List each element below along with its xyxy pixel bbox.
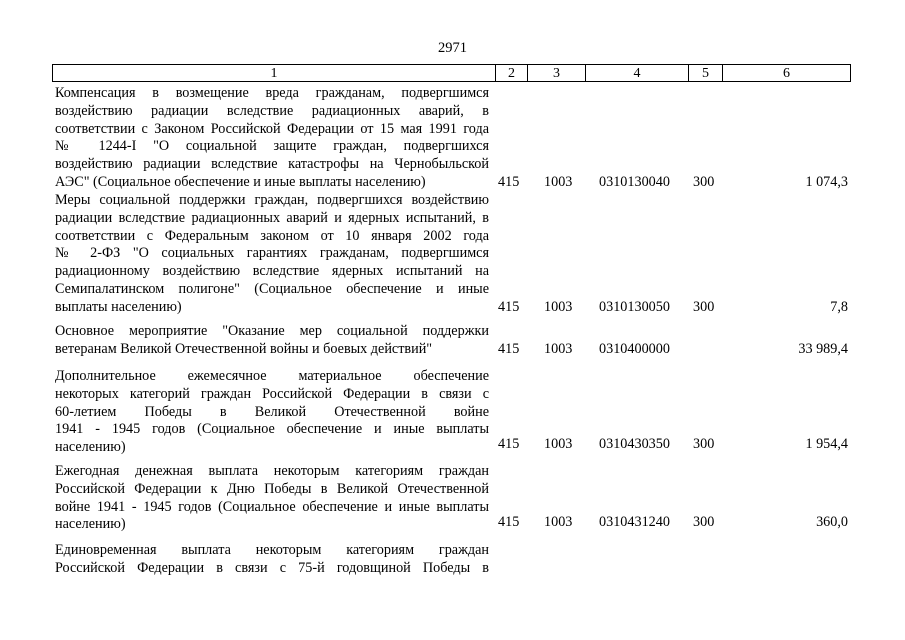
description-line: 60-летием Победы в Великой Отечественной войне xyxy=(55,403,489,420)
description-line: Компенсация в возмещение вреда гражданам, подвергшимся xyxy=(55,85,489,101)
cell-section: 1003 xyxy=(544,514,573,530)
description-line: населению) xyxy=(55,439,126,456)
cell-expense-type: 300 xyxy=(693,514,715,530)
cell-expense-type: 300 xyxy=(693,174,715,190)
cell-expense-type: 300 xyxy=(693,299,715,315)
description-line: АЭС" (Социальное обеспечение и иные выплаты населению) xyxy=(55,173,426,190)
row-description xyxy=(55,542,489,578)
cell-section: 1003 xyxy=(544,299,573,315)
description-line: Российской Федерации в связи с 75-й годовщиной Победы в xyxy=(55,559,489,576)
page-number: 2971 xyxy=(438,40,467,56)
cell-amount: 7,8 xyxy=(830,299,848,315)
description-line: 1941 - 1945 годов (Социальное обеспечение и иные выплаты xyxy=(55,421,489,438)
header-col-5: 5 xyxy=(688,64,722,82)
description-line: Семипалатинском полигоне" (Социальное обеспечение и иные xyxy=(55,280,489,297)
description-line: Дополнительное ежемесячное материальное обеспечение xyxy=(55,368,489,384)
cell-chapter: 415 xyxy=(498,514,520,530)
description-line: соответствии с Федеральным законом от 10 января 2002 года xyxy=(55,227,489,244)
cell-chapter: 415 xyxy=(498,299,520,315)
row-description xyxy=(55,463,489,534)
row-description xyxy=(55,368,489,457)
row-description xyxy=(55,192,489,317)
cell-amount: 1 954,4 xyxy=(805,436,848,452)
description-line: воздействию радиации вследствие катастрофы на Чернобыльской xyxy=(55,156,489,173)
description-line: Российской Федерации к Дню Победы в Великой Отечественной xyxy=(55,480,489,497)
row-description xyxy=(55,85,489,192)
cell-amount: 360,0 xyxy=(816,514,848,530)
header-col-1: 1 xyxy=(52,64,495,82)
description-line: войне 1941 - 1945 годов (Социальное обеспечение и иные выплаты xyxy=(55,498,489,515)
description-line: населению) xyxy=(55,516,126,533)
cell-chapter: 415 xyxy=(498,174,520,190)
header-col-4: 4 xyxy=(585,64,688,82)
description-line: воздействию радиации вследствие радиационных аварий, в xyxy=(55,102,489,119)
description-line: Единовременная выплата некоторым категориям граждан xyxy=(55,542,489,558)
cell-amount: 1 074,3 xyxy=(805,174,848,190)
cell-target-article: 0310400000 xyxy=(599,341,670,357)
cell-target-article: 0310431240 xyxy=(599,514,670,530)
description-line: Ежегодная денежная выплата некоторым категориям граждан xyxy=(55,463,489,479)
description-line: соответствии с Законом Российской Федерации от 15 мая 1991 года xyxy=(55,120,489,137)
description-line: некоторых категорий граждан Российской Федерации в связи с xyxy=(55,385,489,402)
header-col-6: 6 xyxy=(722,64,851,82)
cell-section: 1003 xyxy=(544,174,573,190)
header-col-2: 2 xyxy=(495,64,527,82)
description-line: выплаты населению) xyxy=(55,298,182,315)
cell-chapter: 415 xyxy=(498,341,520,357)
description-line: № 2-ФЗ "О социальных гарантиях гражданам, подвергшимся xyxy=(55,245,489,262)
description-line: ветеранам Великой Отечественной войны и боевых действий" xyxy=(55,340,433,357)
description-line: Меры социальной поддержки граждан, подвергшихся воздействию xyxy=(55,192,489,208)
cell-expense-type: 300 xyxy=(693,436,715,452)
header-col-3: 3 xyxy=(527,64,585,82)
cell-section: 1003 xyxy=(544,436,573,452)
description-line: радиационному воздействию вследствие ядерных испытаний на xyxy=(55,263,489,280)
cell-section: 1003 xyxy=(544,341,573,357)
cell-target-article: 0310130050 xyxy=(599,299,670,315)
description-line: радиации вследствие радиационных аварий и ядерных испытаний, в xyxy=(55,209,489,226)
cell-amount: 33 989,4 xyxy=(798,341,848,357)
row-description xyxy=(55,323,489,359)
cell-target-article: 0310430350 xyxy=(599,436,670,452)
description-line: Основное мероприятие "Оказание мер социальной поддержки xyxy=(55,323,489,339)
description-line: № 1244-I "О социальной защите граждан, подвергшихся xyxy=(55,138,489,155)
cell-target-article: 0310130040 xyxy=(599,174,670,190)
cell-chapter: 415 xyxy=(498,436,520,452)
